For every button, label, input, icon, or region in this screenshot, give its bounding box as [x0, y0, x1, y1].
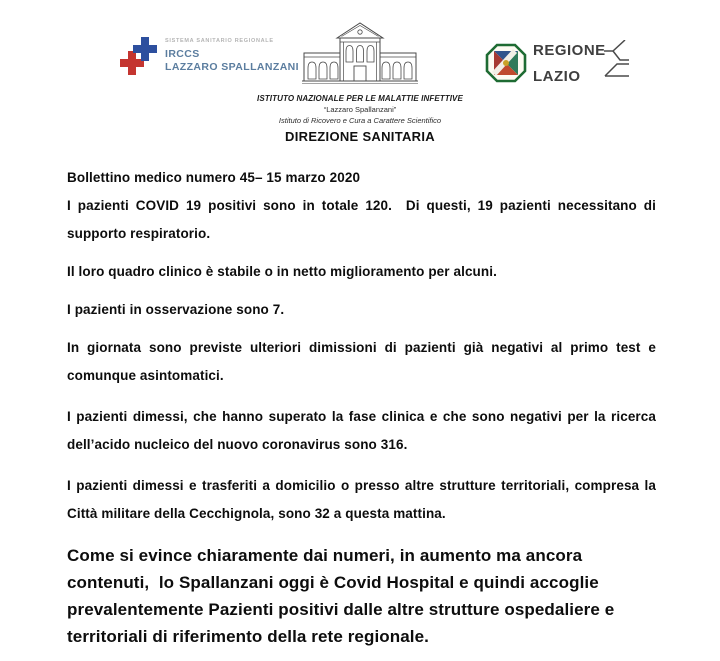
paragraph-positive-patients: I pazienti COVID 19 positivi sono in totale 120. Di questi, 19 pazienti necessitano di supporto respiratorio.	[67, 198, 656, 241]
document-body	[0, 164, 720, 650]
institute-subtitle: “Lazzaro Spallanzani”	[323, 105, 397, 114]
paragraph-discharges-planned: In giornata sono previste ulteriori dimissioni di pazienti già negativi al primo test e comunque asintomatici.	[67, 340, 656, 383]
irccs-cross-icon	[120, 36, 158, 76]
paragraph-transferred-home: I pazienti dimessi e trasferiti a domicilio o presso altre strutture territoriali, compresa la Città militare della Cecchignola, sono 32 a questa mattina.	[67, 478, 656, 521]
regione-lazio-logo	[484, 40, 629, 86]
paragraph-covid-hospital-statement: Come si evince chiaramente dai numeri, in aumento ma ancora contenuti, lo Spallanzani oggi è Covid Hospital e quindi accoglie prevalentemente Pazienti positivi dalle altre strutture ospedaliere e territoriali di riferimento della rete regionale.	[67, 546, 615, 646]
institute-building-icon	[300, 18, 420, 86]
lazio-emblem-icon	[484, 42, 528, 84]
irccs-region-label: SISTEMA SANITARIO REGIONALE	[165, 38, 274, 44]
paragraph-discharged-negative: I pazienti dimessi, che hanno superato la fase clinica e che sono negativi per la ricerca dell’acido nucleico del nuovo coronavirus sono 316.	[67, 409, 656, 452]
direzione-sanitaria-title: DIREZIONE SANITARIA	[285, 129, 435, 144]
regione-text: REGIONE	[533, 42, 606, 59]
lazio-text: LAZIO	[533, 68, 581, 85]
paragraph-observation: I pazienti in osservazione sono 7.	[67, 302, 285, 317]
irccs-name-line2: LAZZARO SPALLANZANI	[165, 61, 299, 73]
institute-description: Istituto di Ricovero e Cura a Carattere Scientifico	[278, 116, 442, 125]
institute-logo	[190, 18, 530, 144]
lazio-wordmark	[533, 40, 629, 86]
bulletin-title: Bollettino medico numero 45– 15 marzo 2020	[67, 170, 361, 185]
letterhead	[0, 0, 720, 148]
paragraph-clinical-status: Il loro quadro clinico è stabile o in netto miglioramento per alcuni.	[67, 264, 497, 279]
institute-name: ISTITUTO NAZIONALE PER LE MALATTIE INFETTIVE	[257, 94, 463, 103]
irccs-name-line1: IRCCS	[165, 48, 200, 60]
